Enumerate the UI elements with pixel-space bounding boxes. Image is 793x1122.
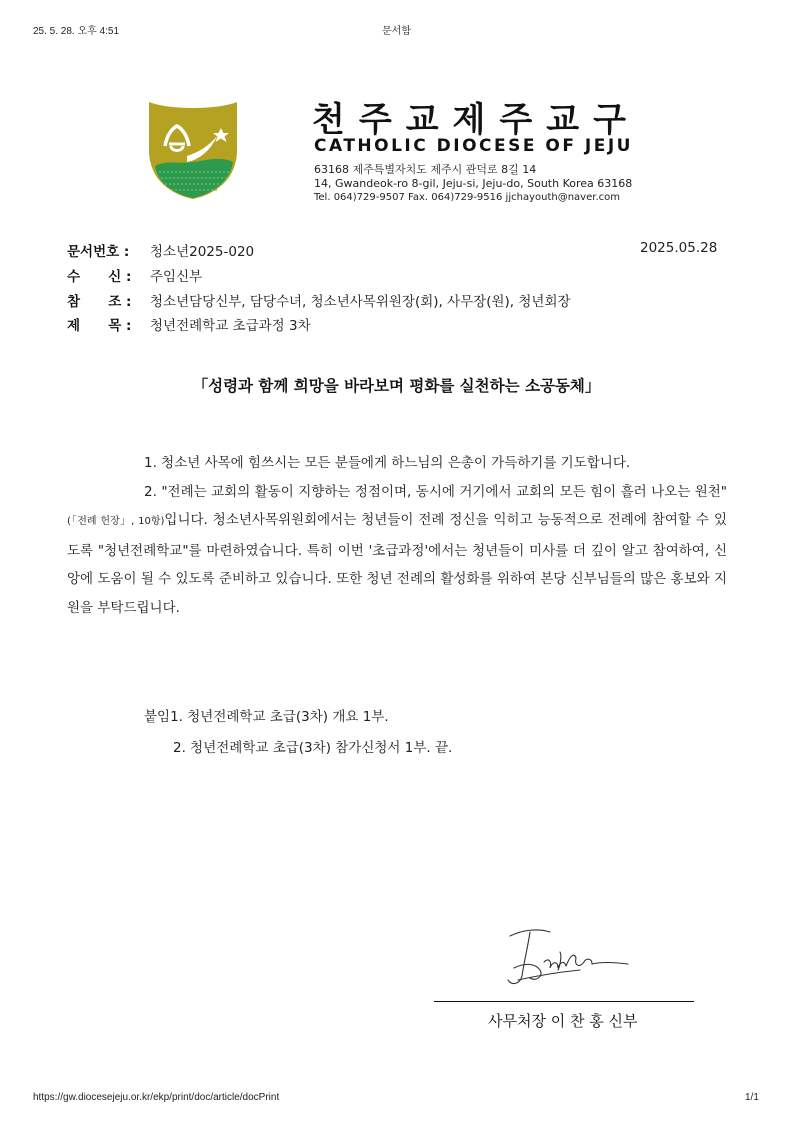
cc-label: 참 조 : [67, 294, 132, 310]
address-english: 14, Gwandeok-ro 8-gil, Jeju-si, Jeju-do, South Korea 63168 [314, 177, 633, 190]
print-page-title: 문서함 [382, 26, 411, 37]
print-timestamp: 25. 5. 28. 오후 4:51 [33, 26, 120, 37]
doc-number-label: 문서번호 : [67, 244, 130, 260]
shield-icon [147, 100, 239, 200]
diocese-emblem-logo [147, 100, 239, 200]
print-url: https://gw.diocesejeju.or.kr/ekp/print/doc/article/docPrint [33, 1092, 280, 1103]
body-paragraph-2-rest: 입니다. 청소년사목위원회에서는 청년들이 전례 정신을 익히고 능동적으로 전례에 참여할 수 있도록 "청년전례학교"를 마련하였습니다. 특히 이번 '초급과정'에서는 청년들이 미사를 더 깊이 알고 참여하여, 신앙에 도움이 될 수 있도록 준비하고 있습니다. 또한 청년 전례의 활성화를 위하여 본당 신부님들의 많은 홍보와 지원을 부탁드립니다. [67, 512, 727, 616]
subject-label: 제 목 : [67, 318, 132, 334]
handwritten-signature [500, 922, 640, 994]
cc-value: 청소년담당신부, 담당수녀, 청소년사목위원장(회), 사무장(원), 청년회장 [150, 294, 571, 310]
body-paragraph-2 [67, 478, 727, 623]
body-paragraph-2-quote: 2. "전례는 교회의 활동이 지향하는 정점이며, 동시에 거기에서 교회의 모든 힘이 흘러 나오는 원천" [144, 483, 727, 500]
body-paragraph-2-citation: (「전례 헌장」, 10항) [67, 516, 165, 527]
recipient-value: 주임신부 [150, 269, 203, 285]
letter-body [67, 449, 727, 622]
doc-number-value: 청소년2025-020 [150, 244, 255, 260]
org-name-english: CATHOLIC DIOCESE OF JEJU [314, 136, 633, 156]
subject-value: 청년전례학교 초급과정 3차 [150, 318, 311, 334]
address-korean: 63168 제주특별자치도 제주시 관덕로 8길 14 [314, 163, 537, 176]
recipient-label: 수 신 : [67, 269, 132, 285]
doc-date: 2025.05.28 [640, 240, 718, 256]
attachment-line-2: 2. 청년전례학교 초급(3차) 참가신청서 1부. 끝. [173, 740, 453, 756]
body-paragraph-1: 1. 청소년 사목에 힘쓰시는 모든 분들에게 하느님의 은총이 가득하기를 기도합니다. [144, 455, 631, 471]
print-page-count: 1/1 [745, 1092, 759, 1103]
attachment-line-1: 붙임1. 청년전례학교 초급(3차) 개요 1부. [144, 709, 389, 725]
signature-line [434, 1001, 694, 1002]
org-name-korean: 천주교제주교구 [312, 100, 640, 140]
signatory-name: 사무처장 이 찬 홍 신부 [488, 1012, 638, 1030]
slogan-heading: 「성령과 함께 희망을 바라보며 평화를 실천하는 소공동체」 [192, 377, 601, 395]
contact-info: Tel. 064)729-9507 Fax. 064)729-9516 jjchayouth@naver.com [314, 192, 620, 203]
